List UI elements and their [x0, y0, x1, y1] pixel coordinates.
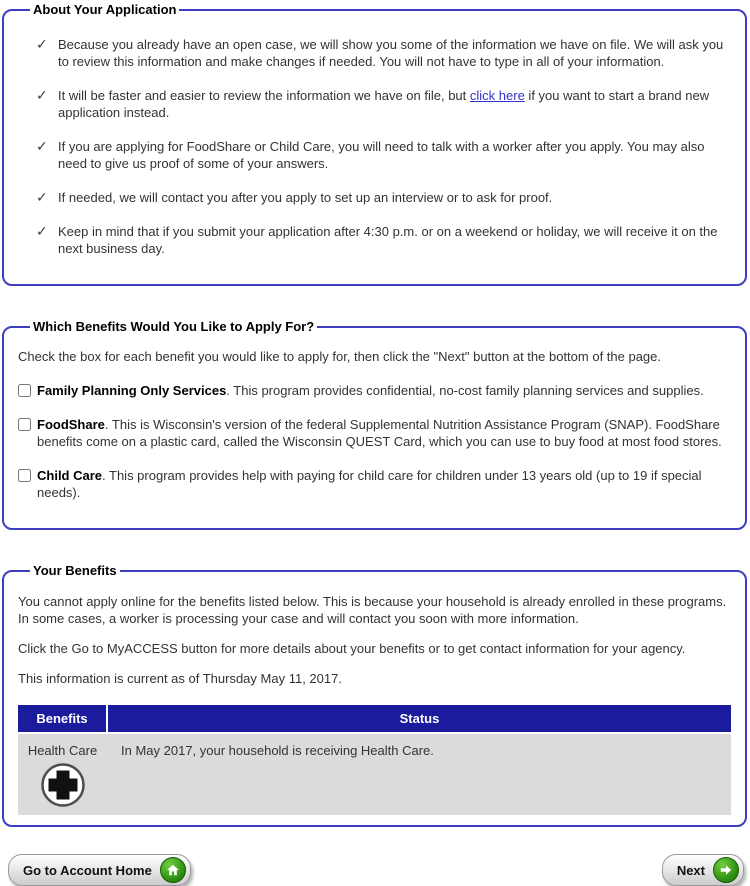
go-to-account-home-button[interactable] [8, 854, 191, 886]
about-bullet-faster-easier [36, 87, 731, 121]
about-panel-title: About Your Application [33, 2, 177, 17]
option-foodshare [18, 416, 731, 450]
benefit-name: Health Care [27, 743, 98, 758]
check-icon: ✓ [36, 138, 48, 154]
benefits-apply-intro: Check the box for each benefit you would like to apply for, then click the "Next" button at the bottom of the page. [18, 349, 662, 364]
next-label: Next [676, 862, 705, 878]
next-arrow-icon [713, 857, 739, 883]
footer-button-bar [8, 854, 744, 886]
option-text [37, 416, 731, 450]
bullet-text-pre: It will be faster and easier to review the information we have on file, but [58, 88, 470, 103]
your-benefits-paragraph: Click the Go to MyACCESS button for more details about your benefits or to get contact information for your agency. [18, 641, 686, 656]
status-column-header: Status [107, 705, 731, 733]
bullet-text: Keep in mind that if you submit your application after 4:30 p.m. or on a weekend or holiday, we will receive it on the next business day. [58, 224, 718, 256]
option-name: FoodShare [37, 417, 105, 432]
status-cell: In May 2017, your household is receiving Health Care. [107, 733, 731, 815]
table-header-row [18, 705, 731, 733]
about-bullet-worker-talk [36, 138, 731, 172]
benefit-cell [18, 733, 107, 815]
benefits-status-table [18, 705, 731, 815]
option-text [37, 467, 731, 501]
check-icon: ✓ [36, 36, 48, 52]
option-name: Family Planning Only Services [37, 383, 227, 398]
bullet-text [58, 87, 731, 121]
health-care-plus-icon [19, 762, 106, 811]
check-icon: ✓ [36, 223, 48, 239]
go-to-account-home-label: Go to Account Home [23, 862, 152, 878]
option-child-care [18, 467, 731, 501]
option-description: . This is Wisconsin's version of the federal Supplemental Nutrition Assistance Program (SNAP). FoodShare benefits come on a plastic card, called the Wisconsin QUEST Card, which you can use to buy food at most food stores. [37, 417, 722, 449]
benefits-apply-title: Which Benefits Would You Like to Apply For? [33, 319, 315, 334]
family-planning-checkbox[interactable] [18, 384, 31, 397]
option-description: . This program provides confidential, no-cost family planning services and supplies. [226, 383, 704, 398]
option-description: . This program provides help with paying for child care for children under 13 years old (up to 19 if special needs). [37, 468, 702, 500]
benefits-column-header: Benefits [18, 705, 107, 733]
next-button[interactable] [662, 854, 744, 886]
click-here-link[interactable]: click here [469, 88, 525, 103]
option-text [37, 382, 704, 399]
your-benefits-panel [2, 563, 747, 827]
your-benefits-title: Your Benefits [33, 563, 117, 578]
bullet-text-post: if you want to start a brand new application instead. [58, 88, 710, 120]
about-bullet-interview [36, 189, 731, 206]
table-row [18, 733, 731, 815]
bullet-text: If you are applying for FoodShare or Child Care, you will need to talk with a worker after you apply. You may also need to give us proof of some of your answers. [58, 139, 705, 171]
check-icon: ✓ [36, 189, 48, 205]
foodshare-checkbox[interactable] [18, 418, 31, 431]
option-name: Child Care [37, 468, 103, 483]
benefits-apply-panel [2, 319, 747, 530]
check-icon: ✓ [36, 87, 48, 103]
bullet-text: Because you already have an open case, we will show you some of the information we have on file. We will ask you to review this information and make changes if needed. You will not have to type in all of your information. [58, 37, 724, 69]
option-family-planning [18, 382, 731, 399]
about-bullet-open-case [36, 36, 731, 70]
bullet-text: If needed, we will contact you after you apply to set up an interview or to ask for proof. [58, 190, 553, 205]
your-benefits-paragraph: You cannot apply online for the benefits listed below. This is because your household is already enrolled in these programs. In some cases, a worker is processing your case and will contact you soon with more information. [18, 594, 727, 626]
home-icon [160, 857, 186, 883]
about-bullet-business-day [36, 223, 731, 257]
your-benefits-paragraph: This information is current as of Thursday May 11, 2017. [18, 671, 342, 686]
child-care-checkbox[interactable] [18, 469, 31, 482]
about-your-application-panel [2, 2, 747, 286]
